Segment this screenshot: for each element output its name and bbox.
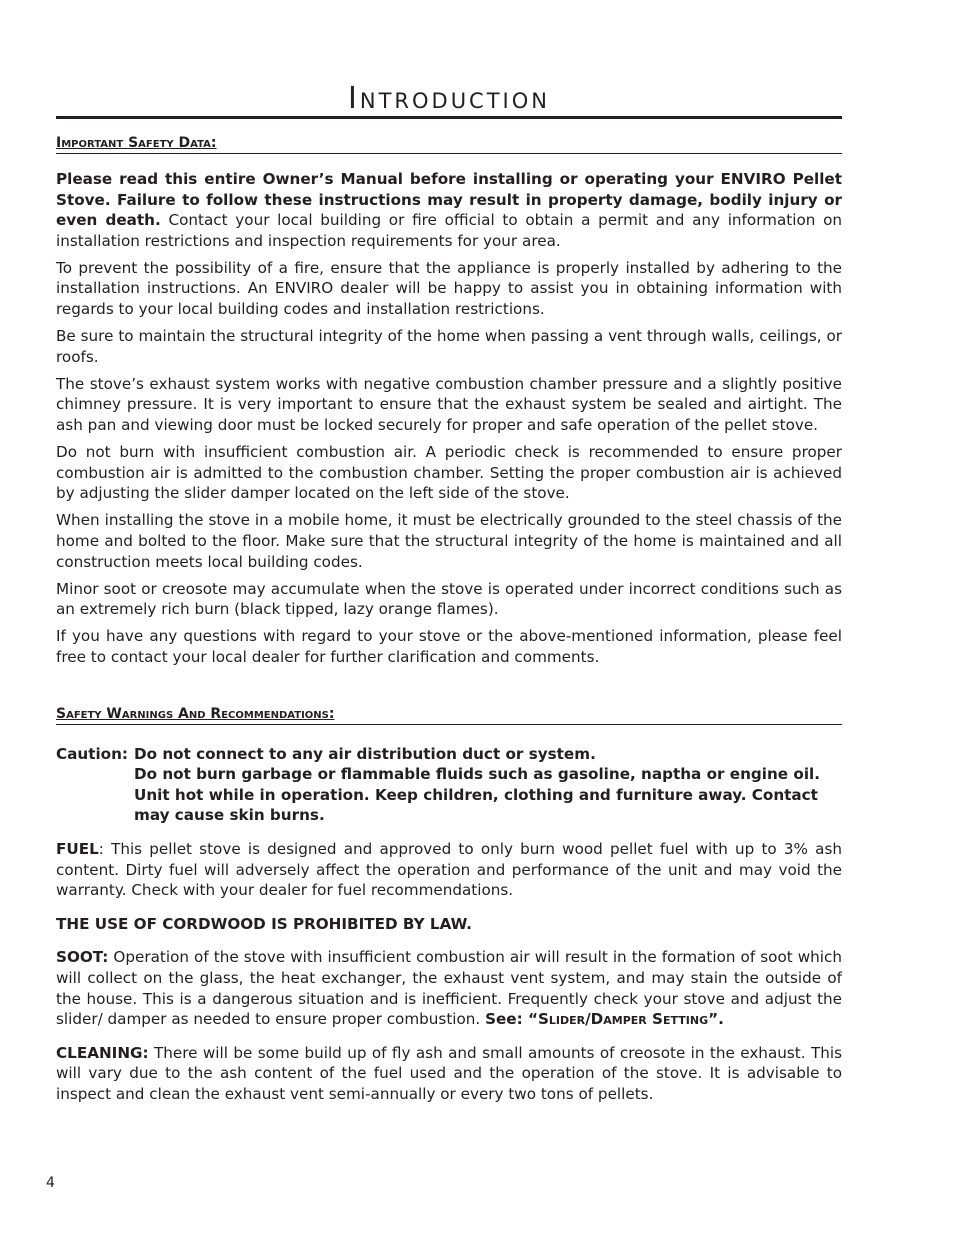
warning-bold-text: Please read this entire Owner’s Manual before installing or operating your ENVIRO Pellet Stove. Failure to follow these instructions may result in property damage, bodily injury or even death. [56, 170, 842, 230]
fuel-text: : This pellet stove is designed and approved to only burn wood pellet fuel with up to 3% ash content. Dirty fuel will adversely affect the operation and performance of the unit and may void the warranty. Check with your dealer for fuel recommendations. [56, 839, 842, 900]
cleaning-label: CLEANING: [56, 1043, 149, 1062]
paragraph-soot [56, 947, 842, 1029]
section-heading-safety-data: Important Safety Data: [56, 134, 842, 154]
caution-line-duct: Do not connect to any air distribution duct or system. [134, 744, 596, 763]
caution-line-hot-unit: Unit hot while in operation. Keep children, clothing and furniture away. Contact may cause skin burns. [134, 785, 818, 825]
paragraph-combustion-air: Do not burn with insufficient combustion air. A periodic check is recommended to ensure proper combustion air is admitted to the combustion chamber. Setting the proper combustion air is achieved by adjusting the slider damper located on the left side of the stove. [56, 443, 842, 503]
page-number: 4 [46, 1175, 55, 1191]
paragraph-mobile-home: When installing the stove in a mobile home, it must be electrically grounded to the steel chassis of the home and bolted to the floor. Make sure that the structural integrity of the home is maintained and all construction meets local building codes. [56, 511, 842, 571]
cleaning-text: There will be some build up of fly ash and small amounts of creosote in the exhaust. This will vary due to the ash content of the fuel used and the operation of the stove. It is advisable to inspect and clean the exhaust vent semi-annually or every two tons of pellets. [56, 1043, 842, 1103]
soot-end: ”. [708, 1010, 724, 1029]
paragraph-text: Contact your local building or fire official to obtain a permit and any information on installation restrictions and inspection requirements for your area. [56, 211, 842, 250]
soot-label: SOOT: [56, 948, 109, 967]
soot-text: Operation of the stove with insufficient combustion air will result in the formation of soot which will collect on the glass, the heat exchanger, the exhaust vent system, and may stain the outside of the house. This is a dangerous situation and is inefficient. Frequently check your stove and adjust the slider/ damper as needed to ensure proper combustion. [56, 948, 842, 1029]
paragraph-questions: If you have any questions with regard to your stove or the above-mentioned information, please feel free to contact your local dealer for further clarification and comments. [56, 627, 842, 666]
paragraph-read-manual [56, 169, 842, 251]
caution-label: Caution: [56, 744, 128, 763]
paragraph-fuel [56, 839, 842, 901]
paragraph-prevent-fire: To prevent the possibility of a fire, ensure that the appliance is properly installed by adhering to the installation instructions. An ENVIRO dealer will be happy to assist you in obtaining information with regards to your local building codes and installation restrictions. [56, 258, 842, 319]
paragraph-structural-integrity: Be sure to maintain the structural integrity of the home when passing a vent through walls, ceilings, or roofs. [56, 327, 842, 366]
paragraph-cleaning [56, 1043, 842, 1105]
soot-reference: Slider/Damper Setting [537, 1010, 709, 1029]
cordwood-notice [56, 914, 842, 935]
section-heading-safety-warnings: Safety Warnings And Recommendations: [56, 705, 842, 725]
manual-page [56, 0, 842, 1104]
page-title: Introduction [56, 84, 842, 119]
cordwood-text: THE USE OF CORDWOOD IS PROHIBITED BY LAW. [56, 914, 472, 933]
caution-block [56, 744, 842, 826]
fuel-label: FUEL [56, 839, 99, 858]
paragraph-soot-creosote: Minor soot or creosote may accumulate when the stove is operated under incorrect conditions such as an extremely rich burn (black tipped, lazy orange flames). [56, 579, 842, 619]
soot-see: See: “ [485, 1010, 538, 1029]
caution-line-garbage: Do not burn garbage or flammable fluids such as gasoline, naptha or engine oil. [134, 765, 821, 784]
paragraph-exhaust-system: The stove’s exhaust system works with negative combustion chamber pressure and a slightly positive chimney pressure. It is very important to ensure that the exhaust system be sealed and airtight. The ash pan and viewing door must be locked securely for proper and safe operation of the pellet stove. [56, 374, 842, 435]
